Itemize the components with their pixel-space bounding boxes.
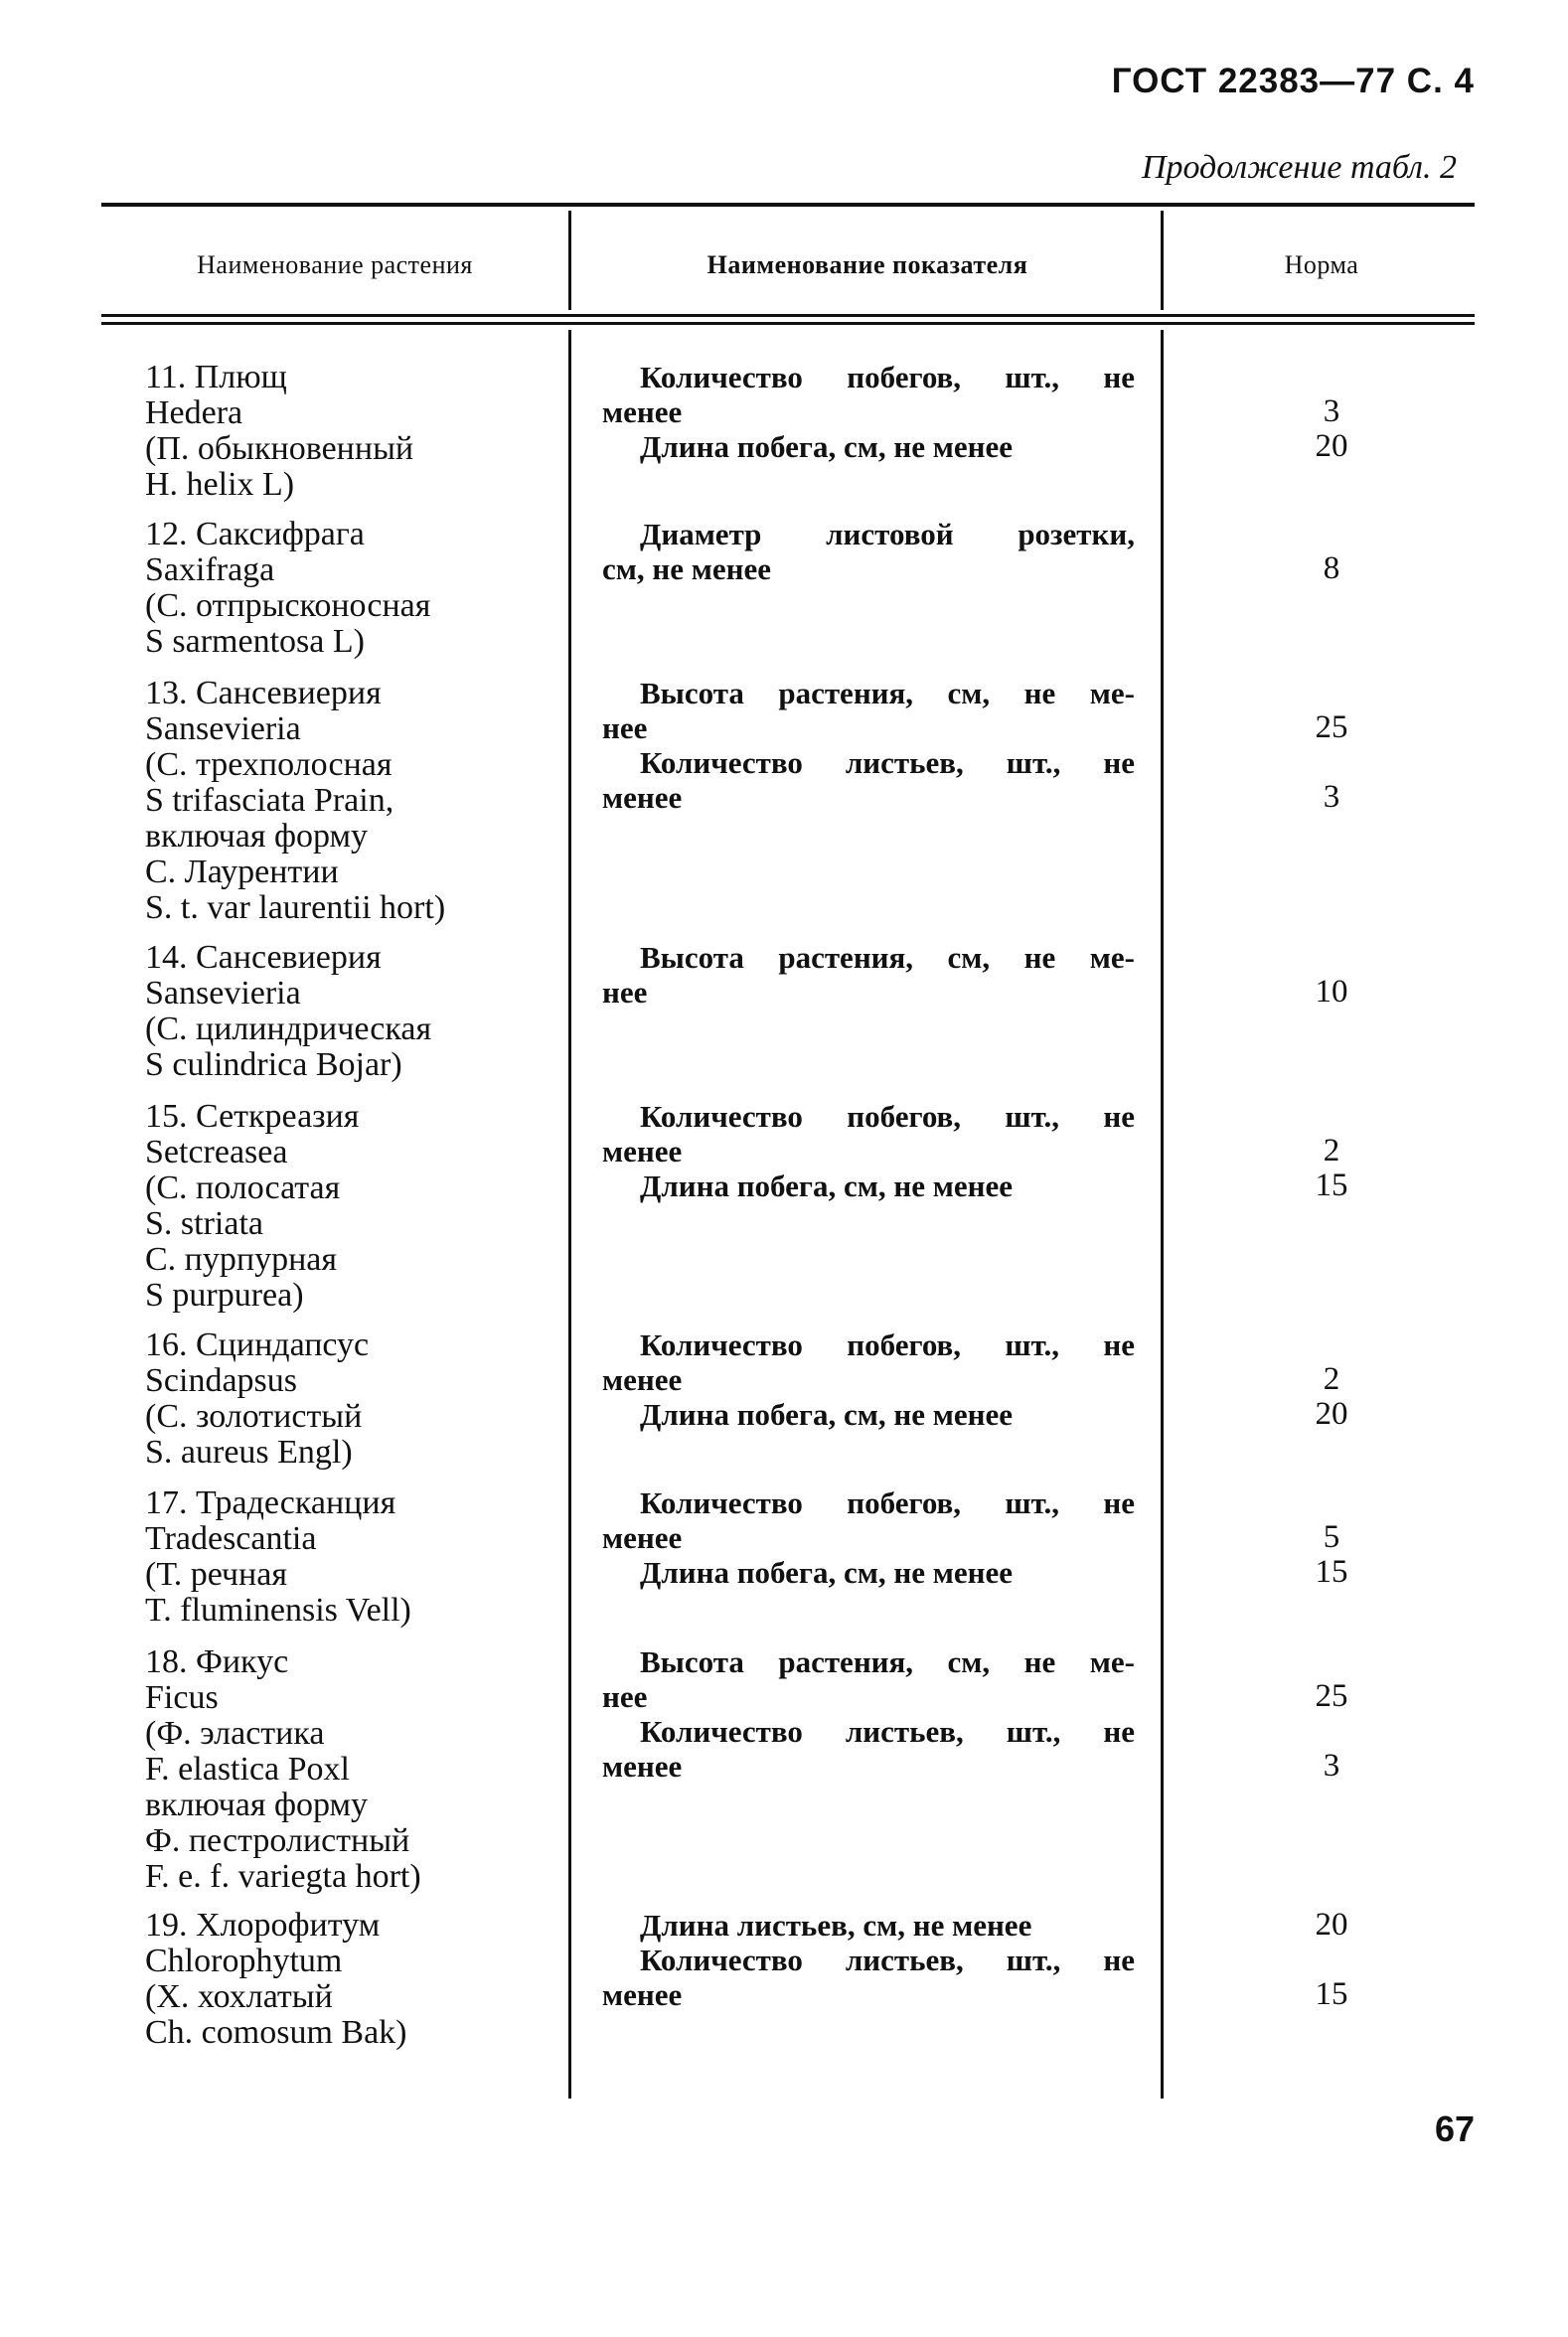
- indicator-cell: [602, 1485, 1135, 1590]
- indicator-line: Длина побега, см, не менее: [640, 429, 1013, 464]
- norm-value: 25: [1315, 709, 1348, 745]
- plant-name-line: S trifasciata Prain,: [145, 782, 394, 819]
- plant-name-line: 15. Сеткреазия: [145, 1098, 360, 1135]
- norm-value: [1232, 1099, 1431, 1134]
- indicator-cell: [602, 940, 1135, 1010]
- indicator-cell: [602, 517, 1135, 586]
- norm-value: 2: [1323, 1361, 1340, 1397]
- plant-name-line: С. пурпурная: [145, 1241, 337, 1278]
- column-divider-1-body: [568, 330, 571, 2099]
- norm-value: 15: [1315, 1976, 1348, 2012]
- plant-name-line: (П. обыкновенный: [145, 430, 414, 467]
- norm-value: [1232, 360, 1431, 394]
- indicator-line: см, не менее: [602, 551, 772, 586]
- column-divider-1: [568, 211, 571, 310]
- plant-name-line: (Х. хохлатый: [145, 1978, 333, 2015]
- norm-value: [1232, 1644, 1431, 1679]
- plant-name-line: включая форму: [145, 818, 369, 855]
- plant-name-cell: [145, 517, 430, 660]
- plant-name-cell: [145, 1908, 406, 2051]
- plant-name-line: 11. Плющ: [145, 359, 287, 395]
- indicator-line: Количество побегов, шт., не: [640, 1327, 1135, 1362]
- norm-value: 20: [1315, 1396, 1348, 1432]
- norm-value: 15: [1315, 1554, 1348, 1590]
- norm-cell: [1232, 1327, 1431, 1432]
- norm-cell: [1232, 940, 1431, 1010]
- table-header-rule-1: [101, 314, 1475, 317]
- indicator-line: Количество листьев, шт., не: [640, 745, 1135, 780]
- plant-name-line: Tradescantia: [145, 1520, 317, 1557]
- plant-name-cell: [145, 360, 413, 503]
- plant-name-line: H. helix L): [145, 466, 295, 503]
- column-header-indicator: Наименование показателя: [706, 250, 1028, 279]
- plant-name-line: 18. Фикус: [145, 1643, 289, 1680]
- indicator-line: Высота растения, см, не ме-: [640, 1644, 1135, 1679]
- page-number: 67: [1434, 2108, 1475, 2149]
- plant-name-line: Setcreasea: [145, 1134, 288, 1170]
- plant-name-line: Sansevieria: [145, 975, 301, 1012]
- document-code: ГОСТ 22383—77 С. 4: [1111, 62, 1475, 100]
- indicator-line: менее: [602, 1134, 683, 1168]
- plant-name-line: Ch. comosum Bak): [145, 2014, 407, 2051]
- plant-name-line: 14. Сансевиерия: [145, 939, 382, 976]
- plant-name-line: S sarmentosa L): [145, 623, 365, 660]
- table-top-rule: [101, 203, 1475, 207]
- indicator-line: менее: [602, 1520, 683, 1555]
- column-divider-2-body: [1161, 330, 1164, 2099]
- column-header-norm: Норма: [1284, 250, 1359, 279]
- table-header-rule-2: [101, 322, 1475, 325]
- indicator-line: Количество листьев, шт., не: [640, 1714, 1135, 1749]
- indicator-line: Количество побегов, шт., не: [640, 360, 1135, 394]
- indicator-line: менее: [602, 780, 683, 815]
- norm-value: [1232, 1327, 1431, 1362]
- norm-cell: [1232, 1099, 1431, 1203]
- plant-name-line: F. elastica Poxl: [145, 1751, 350, 1788]
- indicator-line: Количество побегов, шт., не: [640, 1099, 1135, 1134]
- plant-name-line: Hedera: [145, 394, 243, 431]
- norm-value: [1232, 940, 1431, 975]
- indicator-line: Высота растения, см, не ме-: [640, 676, 1135, 710]
- indicator-line: Длина побега, см, не менее: [640, 1555, 1013, 1590]
- plant-name-line: S. aureus Engl): [145, 1434, 353, 1471]
- norm-value: 5: [1323, 1519, 1340, 1555]
- plant-name-line: Sansevieria: [145, 710, 301, 747]
- norm-value: [1232, 1943, 1431, 1977]
- plant-name-line: (С. полосатая: [145, 1169, 341, 1206]
- plant-name-line: включая форму: [145, 1787, 369, 1823]
- norm-value: 8: [1323, 550, 1340, 586]
- plant-name-line: 17. Традесканция: [145, 1484, 396, 1521]
- plant-name-line: S. t. var laurentii hort): [145, 889, 446, 926]
- indicator-cell: [602, 1327, 1135, 1432]
- norm-value: 25: [1315, 1678, 1348, 1714]
- indicator-cell: [602, 360, 1135, 464]
- column-header-plant: Наименование растения: [197, 250, 473, 279]
- indicator-line: нее: [602, 975, 648, 1010]
- plant-name-line: (Т. речная: [145, 1556, 287, 1593]
- plant-name-cell: [145, 940, 431, 1083]
- plant-name-line: Ф. пестролистный: [145, 1822, 410, 1859]
- indicator-line: Длина побега, см, не менее: [640, 1168, 1013, 1203]
- indicator-line: менее: [602, 1977, 683, 2012]
- plant-name-line: 16. Сциндапсус: [145, 1326, 370, 1363]
- norm-value: 20: [1315, 1907, 1348, 1943]
- indicator-line: Длина побега, см, не менее: [640, 1397, 1013, 1432]
- norm-cell: [1232, 1485, 1431, 1590]
- plant-name-line: (С. отпрысконосная: [145, 587, 431, 624]
- norm-value: 10: [1315, 974, 1348, 1010]
- norm-cell: [1232, 676, 1431, 815]
- indicator-line: нее: [602, 710, 648, 745]
- norm-cell: [1232, 360, 1431, 464]
- plant-name-line: Scindapsus: [145, 1362, 297, 1399]
- indicator-line: Высота растения, см, не ме-: [640, 940, 1135, 975]
- indicator-cell: [602, 1908, 1135, 2012]
- norm-value: [1232, 1714, 1431, 1749]
- indicator-line: Диаметр листовой розетки,: [640, 517, 1135, 551]
- plant-name-line: 19. Хлорофитум: [145, 1907, 381, 1944]
- indicator-line: Количество листьев, шт., не: [640, 1943, 1135, 1977]
- indicator-cell: [602, 676, 1135, 815]
- plant-name-line: Chlorophytum: [145, 1943, 343, 1979]
- norm-cell: [1232, 1644, 1431, 1784]
- indicator-cell: [602, 1644, 1135, 1784]
- indicator-line: менее: [602, 394, 683, 429]
- norm-value: [1232, 517, 1431, 551]
- norm-value: [1232, 1485, 1431, 1520]
- plant-name-line: F. e. f. variegta hort): [145, 1858, 421, 1895]
- plant-name-line: Ficus: [145, 1679, 219, 1716]
- norm-value: 3: [1323, 393, 1340, 429]
- plant-name-line: С. Лаурентии: [145, 854, 339, 890]
- plant-name-cell: [145, 1327, 369, 1471]
- norm-value: 2: [1323, 1133, 1340, 1168]
- indicator-line: менее: [602, 1749, 683, 1784]
- norm-value: [1232, 676, 1431, 710]
- table-continuation-caption: Продолжение табл. 2: [1141, 149, 1457, 186]
- plant-name-cell: [145, 1644, 421, 1895]
- plant-name-cell: [145, 1485, 411, 1629]
- indicator-line: Количество побегов, шт., не: [640, 1485, 1135, 1520]
- norm-value: 20: [1315, 428, 1348, 464]
- norm-cell: [1232, 1908, 1431, 2012]
- plant-name-line: (С. трехполосная: [145, 746, 392, 783]
- norm-value: [1232, 745, 1431, 780]
- plant-name-line: (С. цилиндрическая: [145, 1011, 432, 1047]
- plant-name-line: T. fluminensis Vell): [145, 1592, 411, 1629]
- column-divider-2: [1161, 211, 1164, 310]
- indicator-line: менее: [602, 1362, 683, 1397]
- plant-name-line: 12. Саксифрага: [145, 516, 365, 552]
- indicator-line: Длина листьев, см, не менее: [640, 1908, 1032, 1943]
- plant-name-cell: [145, 676, 445, 926]
- plant-name-line: (Ф. эластика: [145, 1715, 325, 1752]
- norm-value: 3: [1323, 1748, 1340, 1784]
- plant-name-line: Saxifraga: [145, 551, 275, 588]
- indicator-line: нее: [602, 1679, 648, 1714]
- plant-name-line: S purpurea): [145, 1277, 304, 1314]
- plant-name-line: (С. золотистый: [145, 1398, 363, 1435]
- plant-name-cell: [145, 1099, 359, 1314]
- plant-name-line: 13. Сансевиерия: [145, 675, 382, 711]
- indicator-cell: [602, 1099, 1135, 1203]
- norm-cell: [1232, 517, 1431, 586]
- plant-name-line: S culindrica Bojar): [145, 1046, 402, 1083]
- plant-name-line: S. striata: [145, 1205, 263, 1242]
- norm-value: 3: [1323, 779, 1340, 815]
- norm-value: 15: [1315, 1168, 1348, 1203]
